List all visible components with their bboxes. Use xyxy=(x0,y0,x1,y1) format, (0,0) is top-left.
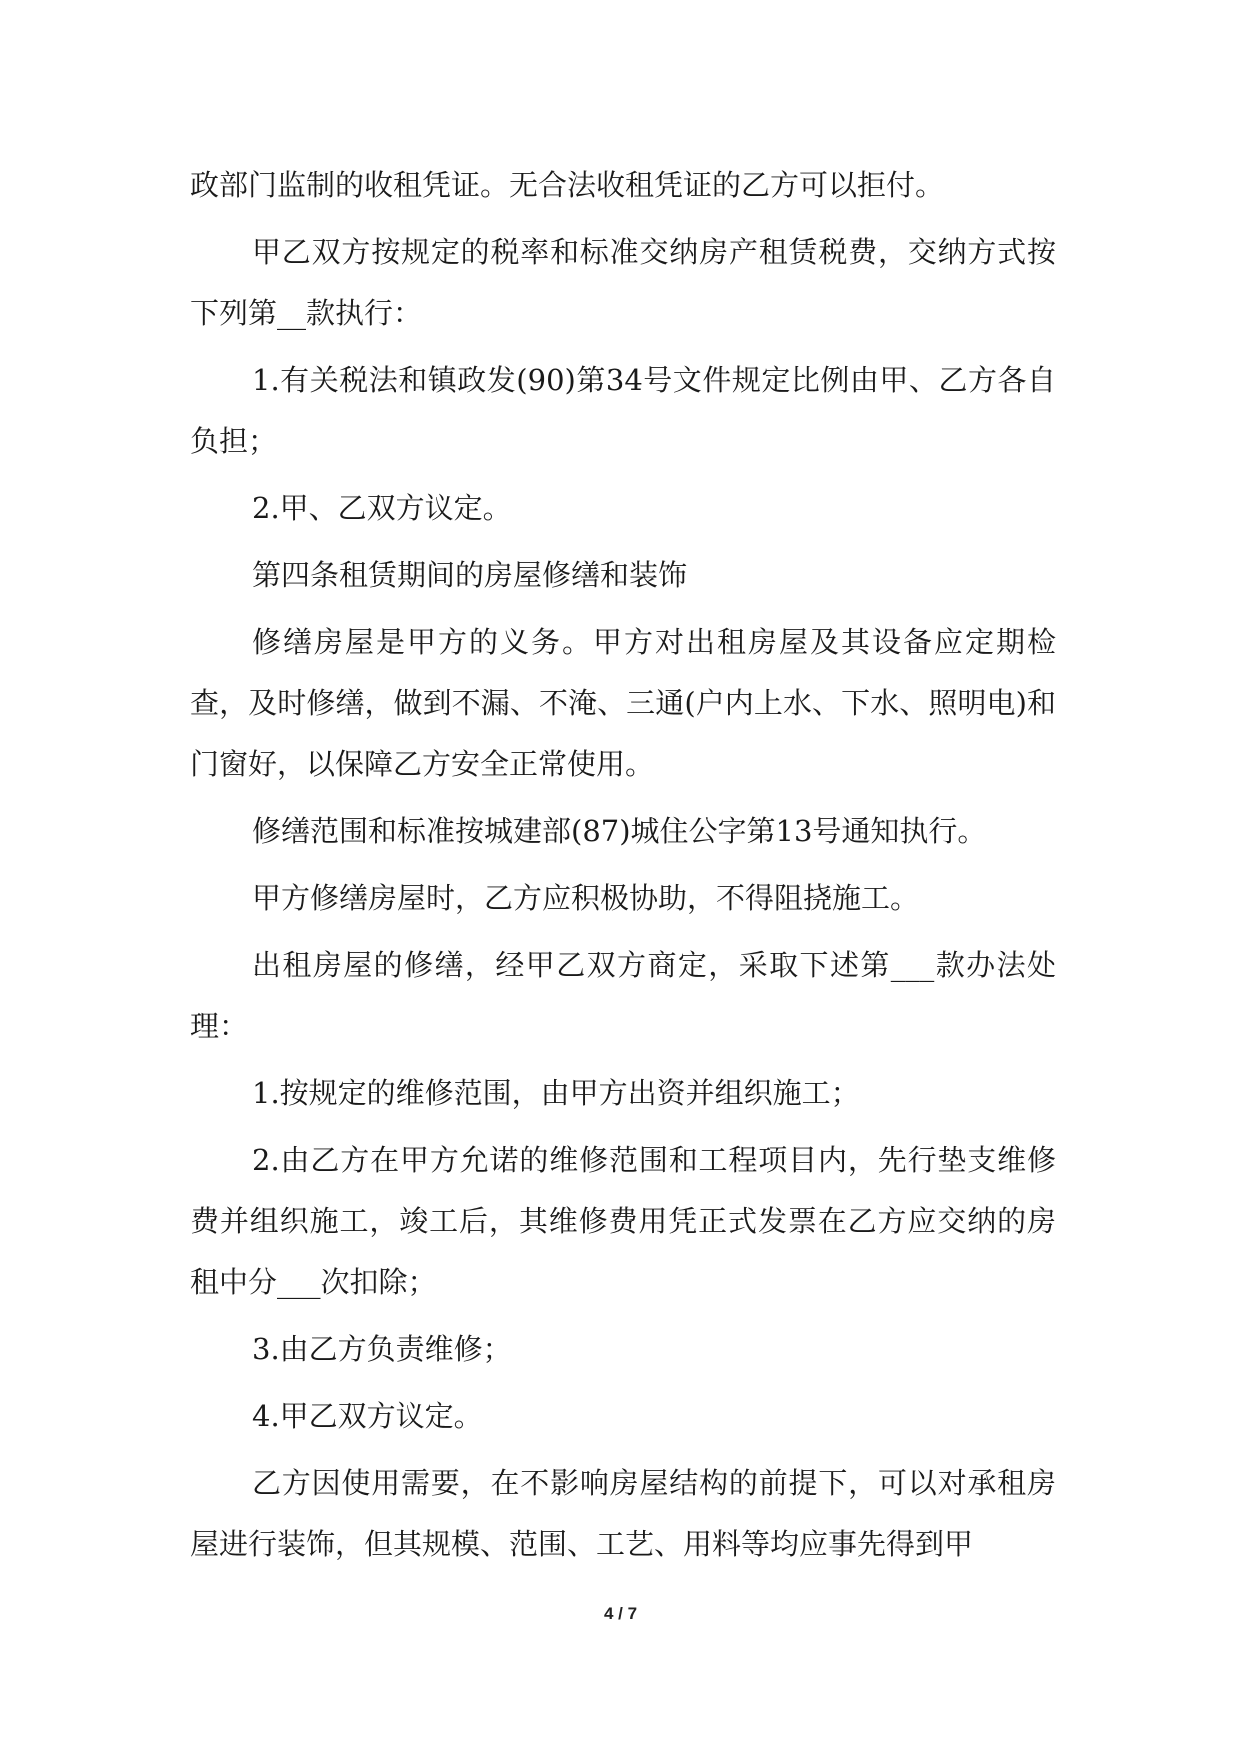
page-number: 4 / 7 xyxy=(603,1604,638,1623)
section-heading: 第四条租赁期间的房屋修缮和装饰 xyxy=(252,558,688,592)
paragraph-2: 甲乙双方按规定的税率和标准交纳房产租赁税费，交纳方式按下列第__款执行： xyxy=(190,235,1056,330)
paragraph-7: 修缮范围和标准按城建部(87)城住公字第13号通知执行。 xyxy=(252,814,987,848)
paragraph-1: 政部门监制的收租凭证。无合法收租凭证的乙方可以拒付。 xyxy=(190,168,945,202)
paragraph-13: 4.甲乙双方议定。 xyxy=(252,1399,483,1433)
paragraph-3: 1.有关税法和镇政发(90)第34号文件规定比例由甲、乙方各自负担； xyxy=(190,363,1056,458)
paragraph-11: 2.由乙方在甲方允诺的维修范围和工程项目内，先行垫支维修费并组织施工，竣工后，其维修费用凭正式发票在乙方应交纳的房租中分___次扣除； xyxy=(190,1143,1056,1299)
paragraph-8: 甲方修缮房屋时，乙方应积极协助，不得阻挠施工。 xyxy=(252,881,920,915)
paragraph-10: 1.按规定的维修范围，由甲方出资并组织施工； xyxy=(252,1076,860,1110)
paragraph-14: 乙方因使用需要，在不影响房屋结构的前提下，可以对承租房屋进行装饰，但其规模、范围、工艺、用料等均应事先得到甲 xyxy=(190,1466,1056,1561)
paragraph-12: 3.由乙方负责维修； xyxy=(252,1332,512,1366)
paragraph-9: 出租房屋的修缮，经甲乙双方商定，采取下述第___款办法处理： xyxy=(190,948,1056,1043)
document-body xyxy=(190,155,1056,1581)
paragraph-4: 2.甲、乙双方议定。 xyxy=(252,491,512,525)
paragraph-6: 修缮房屋是甲方的义务。甲方对出租房屋及其设备应定期检查，及时修缮，做到不漏、不淹、三通(户内上水、下水、照明电)和门窗好，以保障乙方安全正常使用。 xyxy=(190,625,1056,781)
